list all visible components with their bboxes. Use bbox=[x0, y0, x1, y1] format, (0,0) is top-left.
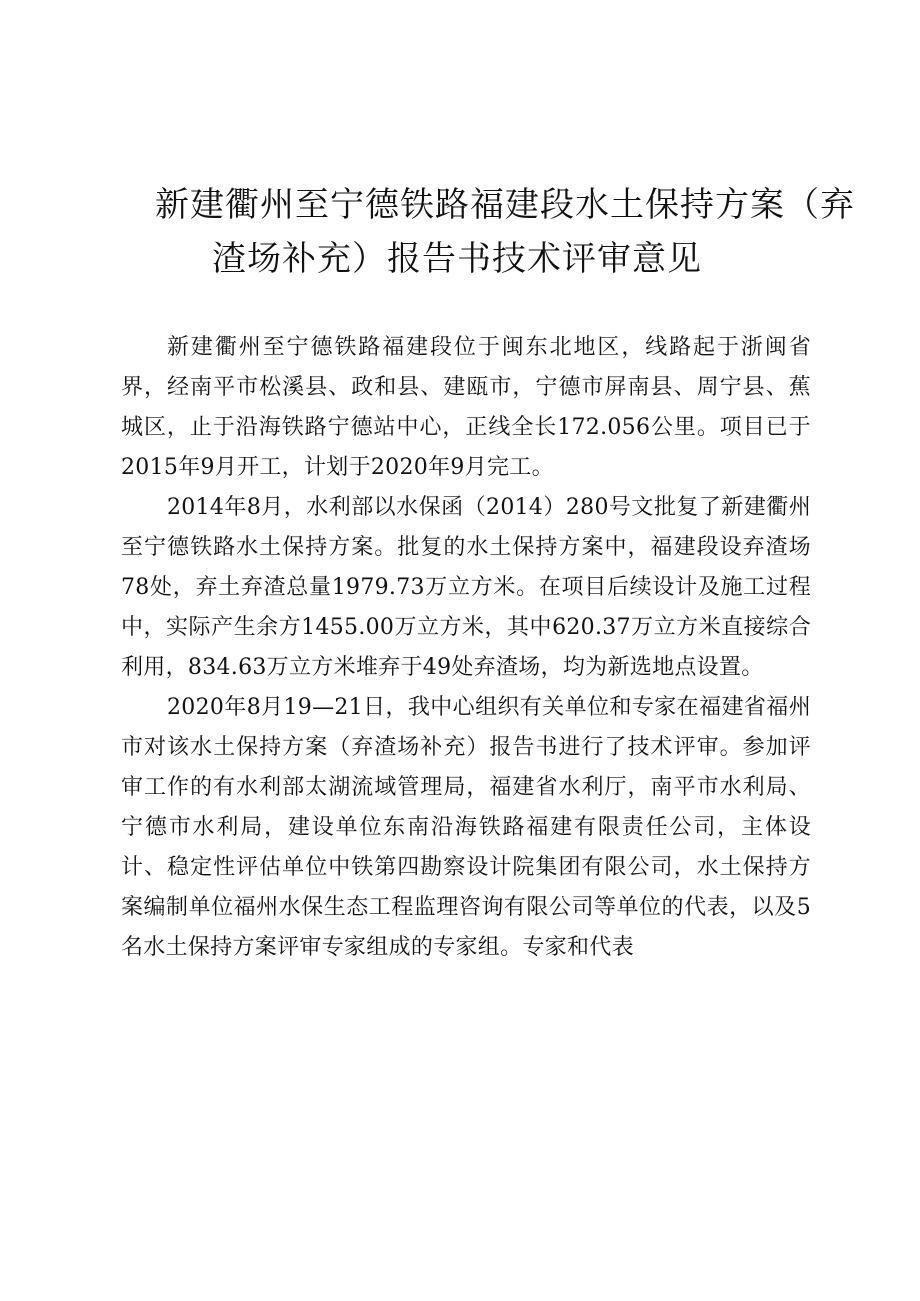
document-body bbox=[121, 328, 811, 968]
paragraph-approval-history: 2014年8月，水利部以水保函（2014）280号文批复了新建衢州至宁德铁路水土保持方案。批复的水土保持方案中，福建段设弃渣场78处，弃土弃渣总量1979.73万立方米。在项目后续设计及施工过程中，实际产生余方1455.00万立方米，其中620.37万立方米直接综合利用，834.63万立方米堆弃于49处弃渣场，均为新选地点设置。 bbox=[121, 495, 811, 680]
title-line-2: 渣场补充）报告书技术评审意见 bbox=[212, 239, 702, 279]
paragraph-project-overview: 新建衢州至宁德铁路福建段位于闽东北地区，线路起于浙闽省界，经南平市松溪县、政和县、建瓯市，宁德市屏南县、周宁县、蕉城区，止于沿海铁路宁德站中心，正线全长172.056公里。项目已于2015年9月开工，计划于2020年9月完工。 bbox=[121, 335, 811, 480]
title-line-1: 新建衢州至宁德铁路福建段水土保持方案（弃 bbox=[155, 185, 855, 225]
paragraph-review-meeting: 2020年8月19—21日，我中心组织有关单位和专家在福建省福州市对该水土保持方案（弃渣场补充）报告书进行了技术评审。参加评审工作的有水利部太湖流域管理局，福建省水利厅，南平市水利局、宁德市水利局，建设单位东南沿海铁路福建有限责任公司，主体设计、稳定性评估单位中铁第四勘察设计院集团有限公司，水土保持方案编制单位福州水保生态工程监理咨询有限公司等单位的代表，以及5名水土保持方案评审专家组成的专家组。专家和代表 bbox=[121, 695, 811, 960]
document-title bbox=[155, 178, 855, 286]
